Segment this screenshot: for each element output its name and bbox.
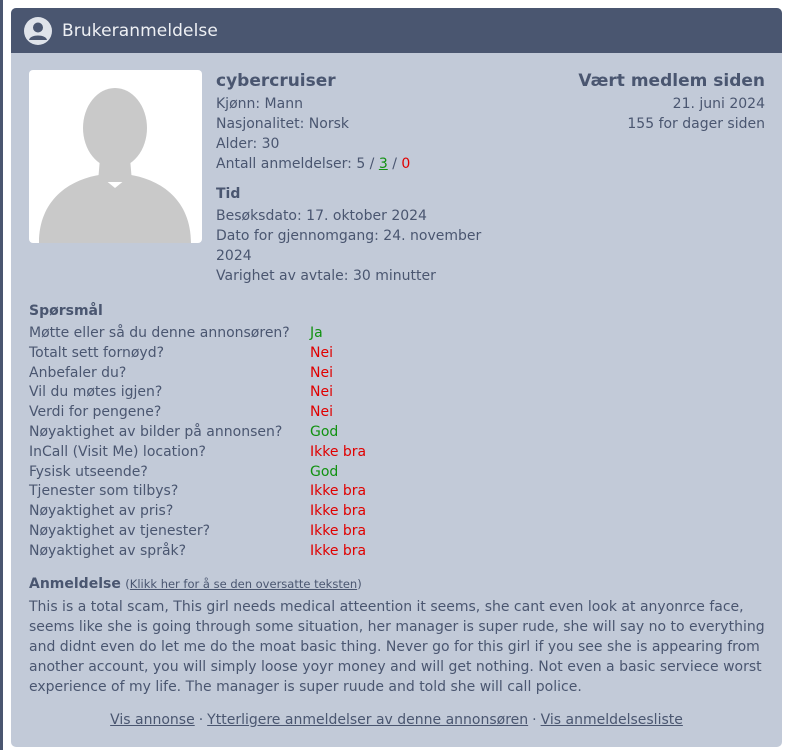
review-count-line <box>216 154 516 174</box>
member-since-days: 155 for dager siden <box>627 116 765 132</box>
nationality-line: Nasjonalitet: Norsk <box>216 116 349 132</box>
negative-review-count: 0 <box>401 156 411 172</box>
question-row <box>29 542 529 562</box>
paren-close: ) <box>357 577 362 591</box>
time-heading: Tid <box>216 186 241 202</box>
question-row <box>29 502 529 522</box>
footer-links <box>11 710 782 730</box>
review-date-line1: Dato for gjennomgang: 24. november <box>216 228 482 244</box>
question-label: Verdi for pengene? <box>29 404 162 421</box>
translate-link-wrap <box>125 577 361 591</box>
show-ad-link[interactable]: Vis annonse <box>110 712 195 728</box>
header-title: Brukeranmeldelse <box>62 20 218 41</box>
question-answer: Nei <box>310 364 333 381</box>
profile-info <box>216 70 516 286</box>
question-label: Nøyaktighet av språk? <box>29 542 187 559</box>
positive-review-count[interactable]: 3 <box>378 156 388 172</box>
question-row <box>29 403 529 423</box>
question-label: InCall (Visit Me) location? <box>29 443 206 460</box>
default-avatar-icon <box>29 70 202 243</box>
question-row <box>29 423 529 443</box>
duration: Varighet av avtale: 30 minutter <box>216 268 436 284</box>
review-card <box>11 8 782 747</box>
user-circle-icon <box>24 17 52 45</box>
footer-sep-2: · <box>532 712 537 728</box>
more-reviews-link[interactable]: Ytterligere anmeldelser av denne annonsøren <box>207 712 529 728</box>
question-answer: Ikke bra <box>310 542 367 559</box>
member-since <box>578 70 765 134</box>
paren-open: ( <box>125 577 130 591</box>
question-label: Nøyaktighet av tjenester? <box>29 522 211 539</box>
question-row <box>29 522 529 542</box>
question-row <box>29 344 529 364</box>
question-row <box>29 364 529 384</box>
review-section <box>29 573 769 697</box>
question-label: Fysisk utseende? <box>29 463 148 480</box>
question-row <box>29 482 529 502</box>
question-label: Anbefaler du? <box>29 364 127 381</box>
question-label: Tjenester som tilbys? <box>29 483 179 500</box>
question-row <box>29 463 529 483</box>
visit-date: Besøksdato: 17. oktober 2024 <box>216 208 427 224</box>
review-count-prefix: Antall anmeldelser: 5 / <box>216 156 379 172</box>
member-since-date: 21. juni 2024 <box>672 96 765 112</box>
username: cybercruiser <box>216 71 336 91</box>
gender-line: Kjønn: Mann <box>216 96 303 112</box>
question-answer: Ikke bra <box>310 443 367 460</box>
review-text: This is a total scam, This girl needs medical atteention it seems, she cant even look at anyonrce face, seems like she is going through some situation, her manager is super rude, she will say no to everything and didnt even do let me do the moat basic thing. Never go for this girl if you see she is appearing from another account, you will simply loose yoyr money and will get nothing. Not even a basic serviece worst experience of my life. The manager is super ruude and told she will call police. <box>29 599 765 695</box>
footer-sep-1: · <box>198 712 204 728</box>
questions-section <box>29 301 529 562</box>
age-line: Alder: 30 <box>216 136 280 152</box>
review-head <box>29 573 769 595</box>
translate-link[interactable]: Klikk her for å se den oversatte teksten <box>129 577 358 591</box>
review-list-link[interactable]: Vis anmeldelsesliste <box>540 712 683 728</box>
question-answer: Ja <box>310 325 323 341</box>
member-since-title: Vært medlem siden <box>578 71 765 91</box>
left-edge-strip <box>0 0 3 750</box>
question-answer: Ikke bra <box>310 503 367 520</box>
review-count-sep: / <box>387 156 402 172</box>
question-label: Vil du møtes igjen? <box>29 384 163 401</box>
question-row <box>29 324 529 344</box>
questions-heading: Spørsmål <box>29 303 103 319</box>
question-answer: Nei <box>310 344 333 361</box>
question-row <box>29 383 529 403</box>
questions-list <box>29 324 529 562</box>
question-row <box>29 443 529 463</box>
question-answer: God <box>310 463 339 480</box>
question-label: Totalt sett fornøyd? <box>29 344 165 361</box>
question-label: Møtte eller så du denne annonsøren? <box>29 325 290 341</box>
avatar <box>29 70 202 243</box>
question-label: Nøyaktighet av pris? <box>29 503 174 520</box>
question-answer: God <box>310 423 339 440</box>
card-header <box>11 8 782 53</box>
question-answer: Nei <box>310 384 333 401</box>
question-label: Nøyaktighet av bilder på annonsen? <box>29 423 283 440</box>
question-answer: Ikke bra <box>310 483 367 500</box>
question-answer: Nei <box>310 404 333 421</box>
review-heading: Anmeldelse <box>29 576 121 592</box>
review-date-line2: 2024 <box>216 248 252 264</box>
question-answer: Ikke bra <box>310 522 367 539</box>
